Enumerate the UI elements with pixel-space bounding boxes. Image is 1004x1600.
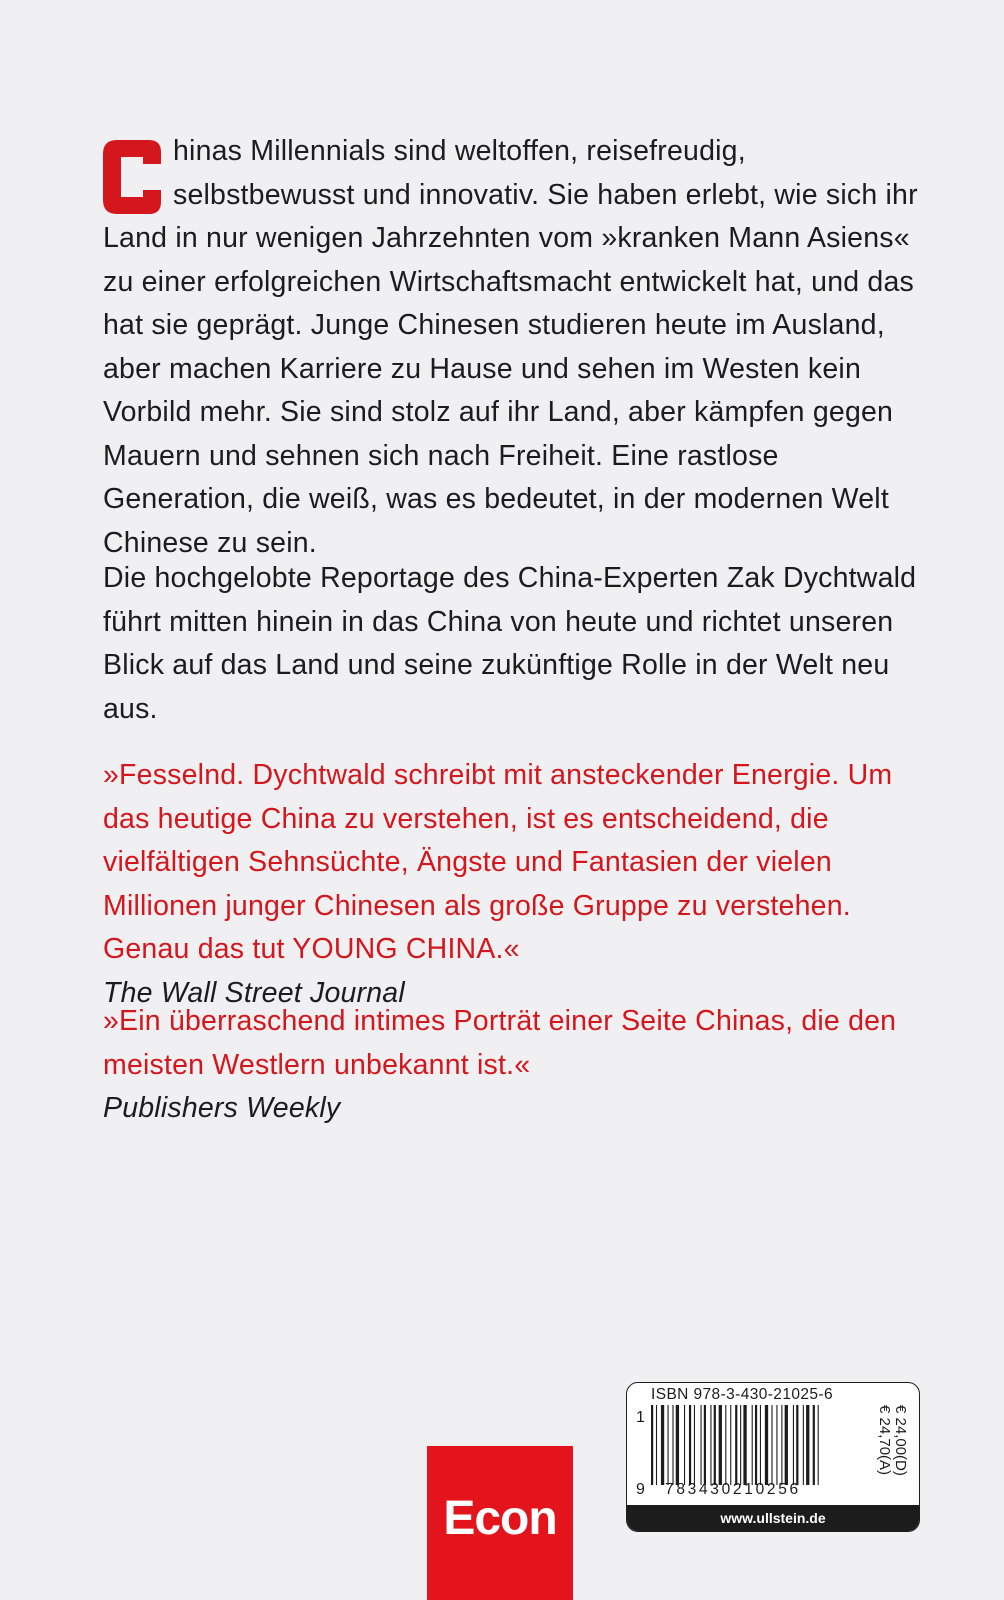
barcode-bar [813, 1405, 815, 1485]
barcode-prefix-top: 1 [636, 1409, 645, 1426]
barcode-bar [781, 1405, 782, 1485]
review-quote-wsj [103, 754, 933, 1015]
blurb-second-paragraph: Die hochgelobte Reportage des China-Experten Zak Dychtwald führt mitten hinein in das China von heute und richtet unseren Blick auf das Land und seine zukünftige Rolle in der Welt neu aus. [103, 562, 917, 725]
barcode-bar [661, 1405, 664, 1485]
logo-text: Econ [443, 1491, 557, 1545]
isbn-text: ISBN 978-3-430-21025-6 [651, 1386, 833, 1403]
barcode-bar [656, 1405, 657, 1485]
barcode-bar [701, 1405, 702, 1485]
barcode-bar [806, 1405, 809, 1485]
blurb-first-paragraph [103, 130, 933, 565]
barcode-bar [740, 1405, 741, 1485]
econ-logo [427, 1446, 573, 1600]
barcode-label [626, 1382, 920, 1532]
price-austria: € 24,70(A) [876, 1405, 893, 1476]
dropcap-c [99, 140, 161, 214]
barcode-bars [651, 1405, 871, 1485]
barcode-bar [730, 1405, 731, 1485]
quote-text: »Ein überraschend intimes Porträt einer Seite Chinas, die den meisten Westlern unbekannt ist.« [103, 1005, 897, 1081]
publisher-url: www.ullstein.de [720, 1510, 826, 1526]
first-paragraph-text: hinas Millennials sind weltoffen, reisefreudig, selbstbewusst und innovativ. Sie haben erlebt, wie sich ihr Land in nur wenigen Jahrzehnten vom »kranken Mann Asiens« zu einer erfolgreichen Wirtschaftsmacht entwickelt hat, und das hat sie geprägt. Junge Chinesen studieren heute im Ausland, aber machen Karriere zu Hause und sehen im Westen kein Vorbild mehr. Sie sind stolz auf ihr Land, aber kämpfen gegen Mauern und sehnen sich nach Freiheit. Eine rastlose Generation, die weiß, was es bedeutet, in der modernen Welt Chinese zu sein. [103, 135, 918, 559]
barcode-bar [672, 1405, 673, 1485]
barcode-bar [689, 1405, 691, 1485]
barcode-bar [752, 1405, 753, 1485]
barcode-bar [668, 1405, 669, 1485]
barcode-bar [776, 1405, 777, 1485]
barcode-bar [755, 1405, 757, 1485]
quote-text: »Fesselnd. Dychtwald schreibt mit ansteckender Energie. Um das heutige China zu verstehen, ist es entscheidend, die vielfältigen Sehnsüchte, Ängste und Fantasien der vielen Millionen junger Chinesen als große Gruppe zu verstehen. Genau das tut YOUNG CHINA.« [103, 759, 893, 965]
barcode-prefix-bottom: 9 [636, 1481, 645, 1498]
quote-source: The Wall Street Journal [103, 976, 405, 1009]
barcode-bar [785, 1405, 788, 1485]
barcode-bar [684, 1405, 685, 1485]
publisher-url-bar [627, 1505, 919, 1531]
price-germany: € 24,00(D) [892, 1405, 909, 1476]
barcode-bar [725, 1405, 726, 1485]
barcode-bar [710, 1405, 711, 1485]
barcode-bar [694, 1405, 695, 1485]
barcode-bar [676, 1405, 679, 1485]
review-quote-publishers-weekly [103, 1000, 933, 1131]
barcode-bar [760, 1405, 761, 1485]
barcode-bar [765, 1405, 768, 1485]
barcode-bar [714, 1405, 716, 1485]
barcode-digits: 783430210256 [665, 1481, 801, 1498]
barcode-bar [803, 1405, 804, 1485]
barcode-bar [793, 1405, 794, 1485]
barcode-bar [796, 1405, 798, 1485]
barcode-bar [719, 1405, 722, 1485]
barcode-bar [651, 1405, 653, 1485]
barcode-bar [704, 1405, 706, 1485]
quote-source: Publishers Weekly [103, 1092, 341, 1124]
barcode-bar [743, 1405, 746, 1485]
price-block [876, 1405, 915, 1505]
barcode-bar [735, 1405, 737, 1485]
barcode-bar [818, 1405, 819, 1485]
barcode-bar [771, 1405, 772, 1485]
